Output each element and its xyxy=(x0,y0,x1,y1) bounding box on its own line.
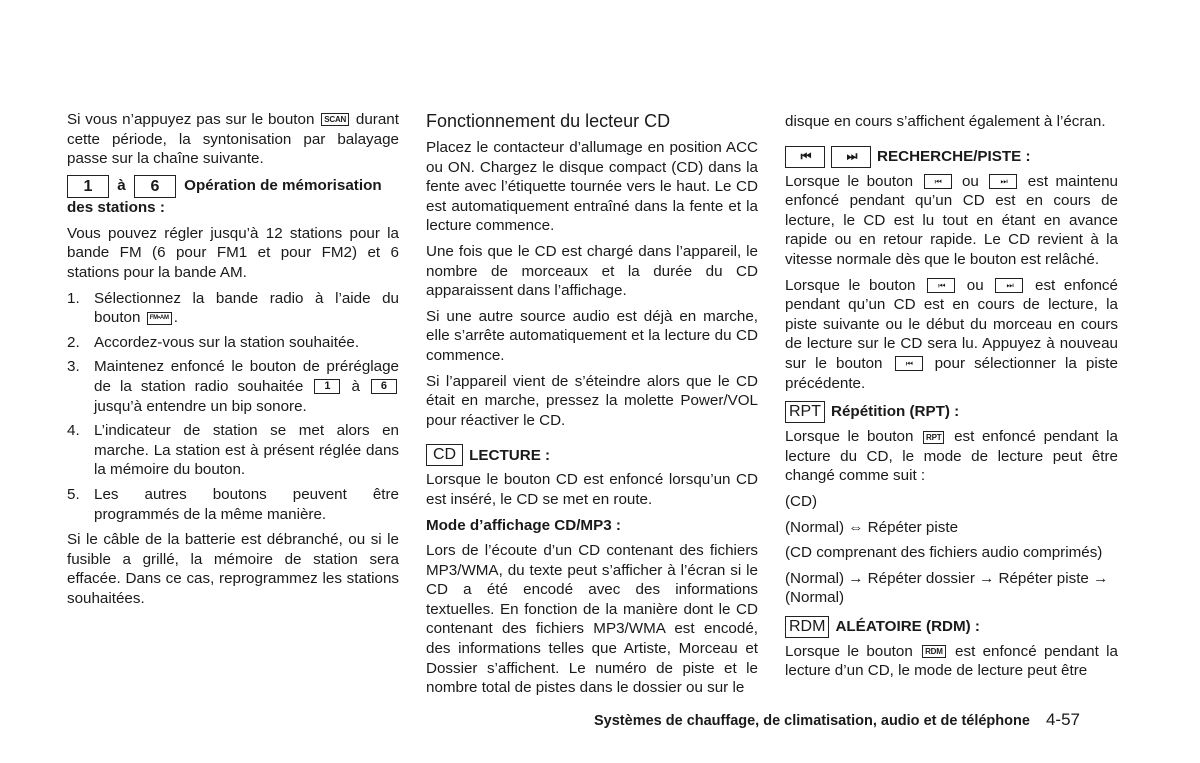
page-number: 4-57 xyxy=(1045,710,1080,729)
memory-paragraph: Vous pouvez régler jusqu’à 12 stations pour la bande FM (6 pour FM1 et pour FM2) et 6 stations pour la bande AM. xyxy=(67,224,399,281)
repeat-line: (Normal) → Répéter dossier → Répéter piste → (Normal) xyxy=(785,569,1109,607)
scan-key-icon: SCAN xyxy=(321,113,349,126)
cd-play-paragraph: Lorsque le bouton CD est enfoncé lorsqu’un CD est inséré, le CD se met en route. xyxy=(426,471,758,508)
previous-track-small-icon: ⏮ xyxy=(924,174,952,189)
column-2 xyxy=(426,110,758,704)
random-heading: RDM ALÉATOIRE (RDM) : xyxy=(785,616,1118,638)
rdm-small-key-icon: RDM xyxy=(922,645,946,658)
previous-track-icon: ⏮ xyxy=(785,146,825,168)
battery-paragraph: Si le câble de la batterie est débranché, ou si le fusible a grillé, la mémoire de station sera effacée. Dans ce cas, reprogrammez les stations souhaitées. xyxy=(67,531,399,607)
memory-steps xyxy=(67,289,399,525)
cd-paragraph-4: Si l’appareil vient de s’éteindre alors que le CD était en marche, pressez la molette Power/VOL pour réactiver le CD. xyxy=(426,372,758,429)
next-track-small-icon: ⏭ xyxy=(995,278,1023,293)
column-1 xyxy=(67,110,399,614)
rdm-key-icon: RDM xyxy=(785,616,829,638)
continued-text: disque en cours s’affichent également à l’écran. xyxy=(785,113,1106,130)
fm-am-key-icon: FM•AM xyxy=(147,312,172,325)
repeat-heading: RPT Répétition (RPT) : xyxy=(785,401,1118,423)
memory-heading: 1 à 6 Opération de mémorisation des stations : xyxy=(67,175,399,218)
footer-section-title: Systèmes de chauffage, de climatisation, audio et de téléphone xyxy=(594,713,1030,729)
repeat-line: (CD) xyxy=(785,492,818,510)
display-mode-paragraph: Lors de l’écoute d’un CD contenant des fichiers MP3/WMA, du texte peut s’afficher à l’écran si le CD a été encodé avec des informations textuelles. En fonction de la manière dont le CD contenant des fichiers MP3/WMA est encodé, des informations telles que Artiste, Morceau et Dossier s’affichent. Le numéro de piste et le nombre total de pistes dans le dossier ou sur le xyxy=(426,542,758,697)
cd-paragraph-3: Si une autre source audio est déjà en marche, elle s’arrête automatiquement et la lecture du CD commence. xyxy=(426,307,758,364)
next-track-small-icon: ⏭ xyxy=(989,174,1017,189)
scan-paragraph: Si vous n’appuyez pas sur le bouton SCAN durant cette période, la syntonisation par balayage passe sur la chaîne suivante. xyxy=(67,111,399,168)
list-item: 2. Accordez-vous sur la station souhaitée. xyxy=(67,333,360,351)
list-item: 4. L’indicateur de station se met alors en marche. La station est à présent réglée dans la mémoire du bouton. xyxy=(67,422,399,479)
repeat-paragraph: Lorsque le bouton RPT est enfoncé pendant la lecture du CD, le mode de lecture peut être changé comme suit : xyxy=(785,428,1118,485)
preset-6-key-icon: 6 xyxy=(134,175,176,198)
random-paragraph: Lorsque le bouton RDM est enfoncé pendant la lecture d’un CD, le mode de lecture peut être xyxy=(785,642,1118,680)
list-item: 1. Sélectionnez la bande radio à l’aide du bouton FM•AM . xyxy=(67,289,399,327)
seek-paragraph-1: Lorsque le bouton ⏮ ou ⏭ est maintenu enfoncé pendant qu’un CD est en cours de lecture, le CD est lu tout en étant en avance rapide ou en retour rapide. Le CD revient à la vitesse normale dès que le bouton est relâché. xyxy=(785,172,1118,268)
rpt-small-key-icon: RPT xyxy=(923,431,944,444)
seek-paragraph-2: Lorsque le bouton ⏮ ou ⏭ est enfoncé pendant qu’un CD est en cours de lecture, la piste suivante ou le début du morceau en cours de lecture sur le CD sera lu. Appuyez à nouveau sur le bouton ⏮ pour sélectionner la piste précédente. xyxy=(785,276,1118,392)
cd-paragraph-2: Une fois que le CD est chargé dans l’appareil, le nombre de morceaux et la durée du CD apparaissent dans l’affichage. xyxy=(426,242,758,300)
cd-play-heading: CD LECTURE : xyxy=(426,444,758,466)
next-track-icon: ⏭ xyxy=(831,146,871,168)
previous-track-small-icon: ⏮ xyxy=(895,356,923,371)
preset-1-small-key-icon: 1 xyxy=(314,379,340,394)
preset-1-key-icon: 1 xyxy=(67,175,109,198)
repeat-line: (Normal) ⇔ Répéter piste xyxy=(785,518,959,536)
seek-heading: ⏮ ⏭ RECHERCHE/PISTE : xyxy=(785,146,1118,168)
list-item: 3. Maintenez enfoncé le bouton de préréglage de la station radio souhaitée 1 à 6 jusqu’à entendre un bip sonore. xyxy=(67,358,399,415)
cd-paragraph-1: Placez le contacteur d’allumage en position ACC ou ON. Chargez le disque compact (CD) dans la fente avec l’étiquette tournée vers le haut. Le CD est automatiquement entraîné dans la fente et la lecture commence. xyxy=(426,139,758,235)
cd-key-icon: CD xyxy=(426,444,463,466)
preset-6-small-key-icon: 6 xyxy=(371,379,397,394)
page-footer xyxy=(594,710,1080,730)
display-mode-heading: Mode d’affichage CD/MP3 : xyxy=(426,516,621,534)
cd-section-title: Fonctionnement du lecteur CD xyxy=(426,111,671,131)
list-item: 5. Les autres boutons peuvent être programmés de la même manière. xyxy=(67,485,399,523)
rpt-key-icon: RPT xyxy=(785,401,825,423)
previous-track-small-icon: ⏮ xyxy=(927,278,955,293)
column-3 xyxy=(785,112,1118,687)
repeat-line: (CD comprenant des fichiers audio comprimés) xyxy=(785,544,1103,562)
